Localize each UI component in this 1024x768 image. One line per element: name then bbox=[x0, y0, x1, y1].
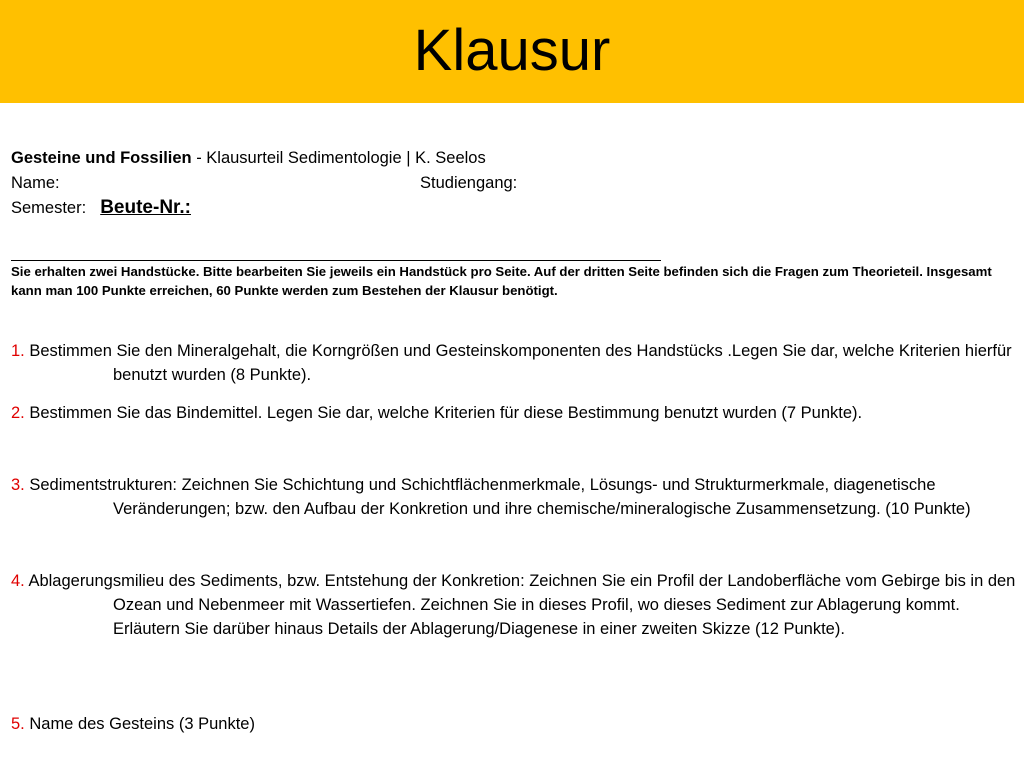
title-bar bbox=[0, 0, 1024, 103]
question-5 bbox=[11, 712, 1021, 736]
question-2 bbox=[11, 401, 1021, 425]
question-3 bbox=[11, 473, 1021, 521]
beute-label: Beute-Nr.: bbox=[100, 197, 191, 218]
course-line bbox=[11, 149, 486, 168]
question-text: Bestimmen Sie das Bindemittel. Legen Sie dar, welche Kriterien für diese Bestimmung benutzt wurden (7 Punkte). bbox=[24, 404, 863, 422]
name-label: Name: bbox=[11, 174, 60, 192]
course-title: Gesteine und Fossilien bbox=[11, 149, 192, 167]
question-text: Sedimentstrukturen: Zeichnen Sie Schichtung und Schichtflächenmerkmale, Lösungs- und Strukturmerkmale, diagenetische Veränderungen; bzw. den Aufbau der Konkretion und ihre chemische/mineralogische Zusammensetzung. (10 Punkte) bbox=[24, 476, 971, 518]
question-4 bbox=[11, 569, 1021, 641]
question-number: 4. bbox=[11, 572, 25, 590]
question-number: 1. bbox=[11, 342, 25, 360]
page-title: Klausur bbox=[413, 17, 611, 83]
semester-label: Semester: bbox=[11, 199, 87, 217]
question-number: 5. bbox=[11, 715, 25, 733]
question-1 bbox=[11, 339, 1021, 387]
semester-line bbox=[11, 197, 191, 219]
studiengang-label: Studiengang: bbox=[420, 174, 518, 192]
question-number: 3. bbox=[11, 476, 25, 494]
course-subtitle: - Klausurteil Sedimentologie | K. Seelos bbox=[191, 149, 486, 167]
instruction-text: Sie erhalten zwei Handstücke. Bitte bearbeiten Sie jeweils ein Handstück pro Seite. Auf der dritten Seite befinden sich die Fragen zum Theorieteil. Insgesamt kann man 100 Punkte erreichen, 60 Punkte werden zum Bestehen der Klausur benötigt. bbox=[11, 264, 992, 298]
question-text: Name des Gesteins (3 Punkte) bbox=[24, 715, 255, 733]
divider-line bbox=[11, 260, 661, 261]
question-text: Bestimmen Sie den Mineralgehalt, die Korngrößen und Gesteinskomponenten des Handstücks .Legen Sie dar, welche Kriterien hierfür benutzt wurden (8 Punkte). bbox=[24, 342, 1012, 384]
question-text: Ablagerungsmilieu des Sediments, bzw. Entstehung der Konkretion: Zeichnen Sie ein Profil der Landoberfläche vom Gebirge bis in den Ozean und Nebenmeer mit Wassertiefen. Zeichnen Sie in dieses Profil, wo dieses Sediment zur Ablagerung kommt. Erläutern Sie darüber hinaus Details der Ablagerung/Diagenese in einer zweiten Skizze (12 Punkte). bbox=[24, 572, 1016, 638]
question-number: 2. bbox=[11, 404, 25, 422]
